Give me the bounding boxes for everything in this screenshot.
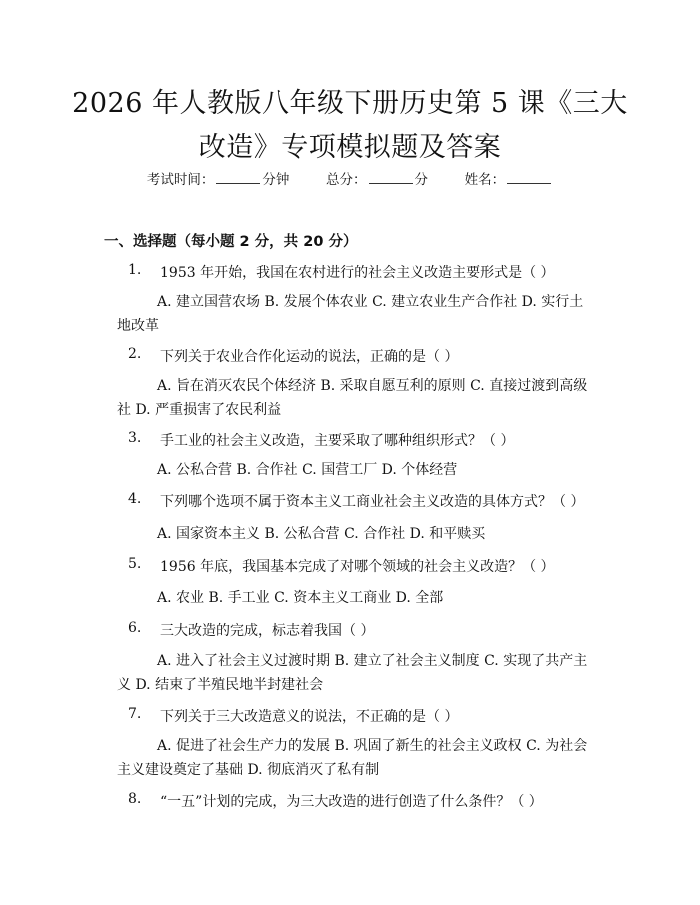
question-number: 6. xyxy=(128,620,142,636)
question-3-options: A. 公私合营 B. 合作社 C. 国营工厂 D. 个体经营 xyxy=(157,462,458,478)
question-number: 7. xyxy=(128,706,142,722)
question-number: 1. xyxy=(128,262,142,278)
section-heading: 一、选择题（每小题 2 分，共 20 分） xyxy=(104,234,358,250)
question-5-options: A. 农业 B. 手工业 C. 资本主义工商业 D. 全部 xyxy=(157,590,444,606)
score-blank xyxy=(369,169,413,184)
question-stem: 1953 年开始，我国在农村进行的社会主义改造主要形式是（ ） xyxy=(160,265,555,281)
question-stem: 下列关于农业合作化运动的说法，正确的是（ ） xyxy=(160,349,459,365)
name-blank xyxy=(507,169,551,184)
question-number: 5. xyxy=(128,556,142,572)
question-6-options: A. 进入了社会主义过渡时期 B. 建立了社会主义制度 C. 实现了共产主义 D. 结束了半殖民地半封建社会 xyxy=(117,653,588,693)
exam-meta xyxy=(0,168,700,188)
time-unit: 分钟 xyxy=(262,172,290,188)
question-7-options: A. 促进了社会生产力的发展 B. 巩固了新生的社会主义政权 C. 为社会主义建设奠定了基础 D. 彻底消灭了私有制 xyxy=(117,738,588,778)
question-1-options: A. 建立国营农场 B. 发展个体农业 C. 建立农业生产合作社 D. 实行土地改革 xyxy=(117,294,584,334)
question-stem: “一五”计划的完成，为三大改造的进行创造了什么条件？（ ） xyxy=(160,794,543,810)
question-number: 2. xyxy=(128,346,142,362)
question-4-options: A. 国家资本主义 B. 公私合营 C. 合作社 D. 和平赎买 xyxy=(157,526,486,542)
question-number: 4. xyxy=(128,491,142,507)
question-stem: 下列关于三大改造意义的说法，不正确的是（ ） xyxy=(160,709,459,725)
question-number: 8. xyxy=(128,791,142,807)
score-unit: 分 xyxy=(414,172,428,188)
question-stem: 三大改造的完成，标志着我国（ ） xyxy=(160,623,375,639)
question-2-options: A. 旨在消灭农民个体经济 B. 采取自愿互利的原则 C. 直接过渡到高级社 D. 严重损害了农民利益 xyxy=(117,378,588,418)
time-label: 考试时间： xyxy=(146,172,215,188)
score-label: 总分： xyxy=(326,172,367,188)
question-number: 3. xyxy=(128,430,142,446)
title-line-2: 改造》专项模拟题及答案 xyxy=(198,132,502,163)
name-label: 姓名： xyxy=(464,172,506,188)
question-stem: 1956 年底，我国基本完成了对哪个领域的社会主义改造？（ ） xyxy=(160,559,555,575)
title-line-1: 2026 年人教版八年级下册历史第 5 课《三大 xyxy=(72,88,628,119)
document-title xyxy=(70,82,630,170)
question-stem: 手工业的社会主义改造，主要采取了哪种组织形式？（ ） xyxy=(160,433,515,449)
question-stem: 下列哪个选项不属于资本主义工商业社会主义改造的具体方式？（ ） xyxy=(160,494,585,510)
time-blank xyxy=(216,169,260,184)
